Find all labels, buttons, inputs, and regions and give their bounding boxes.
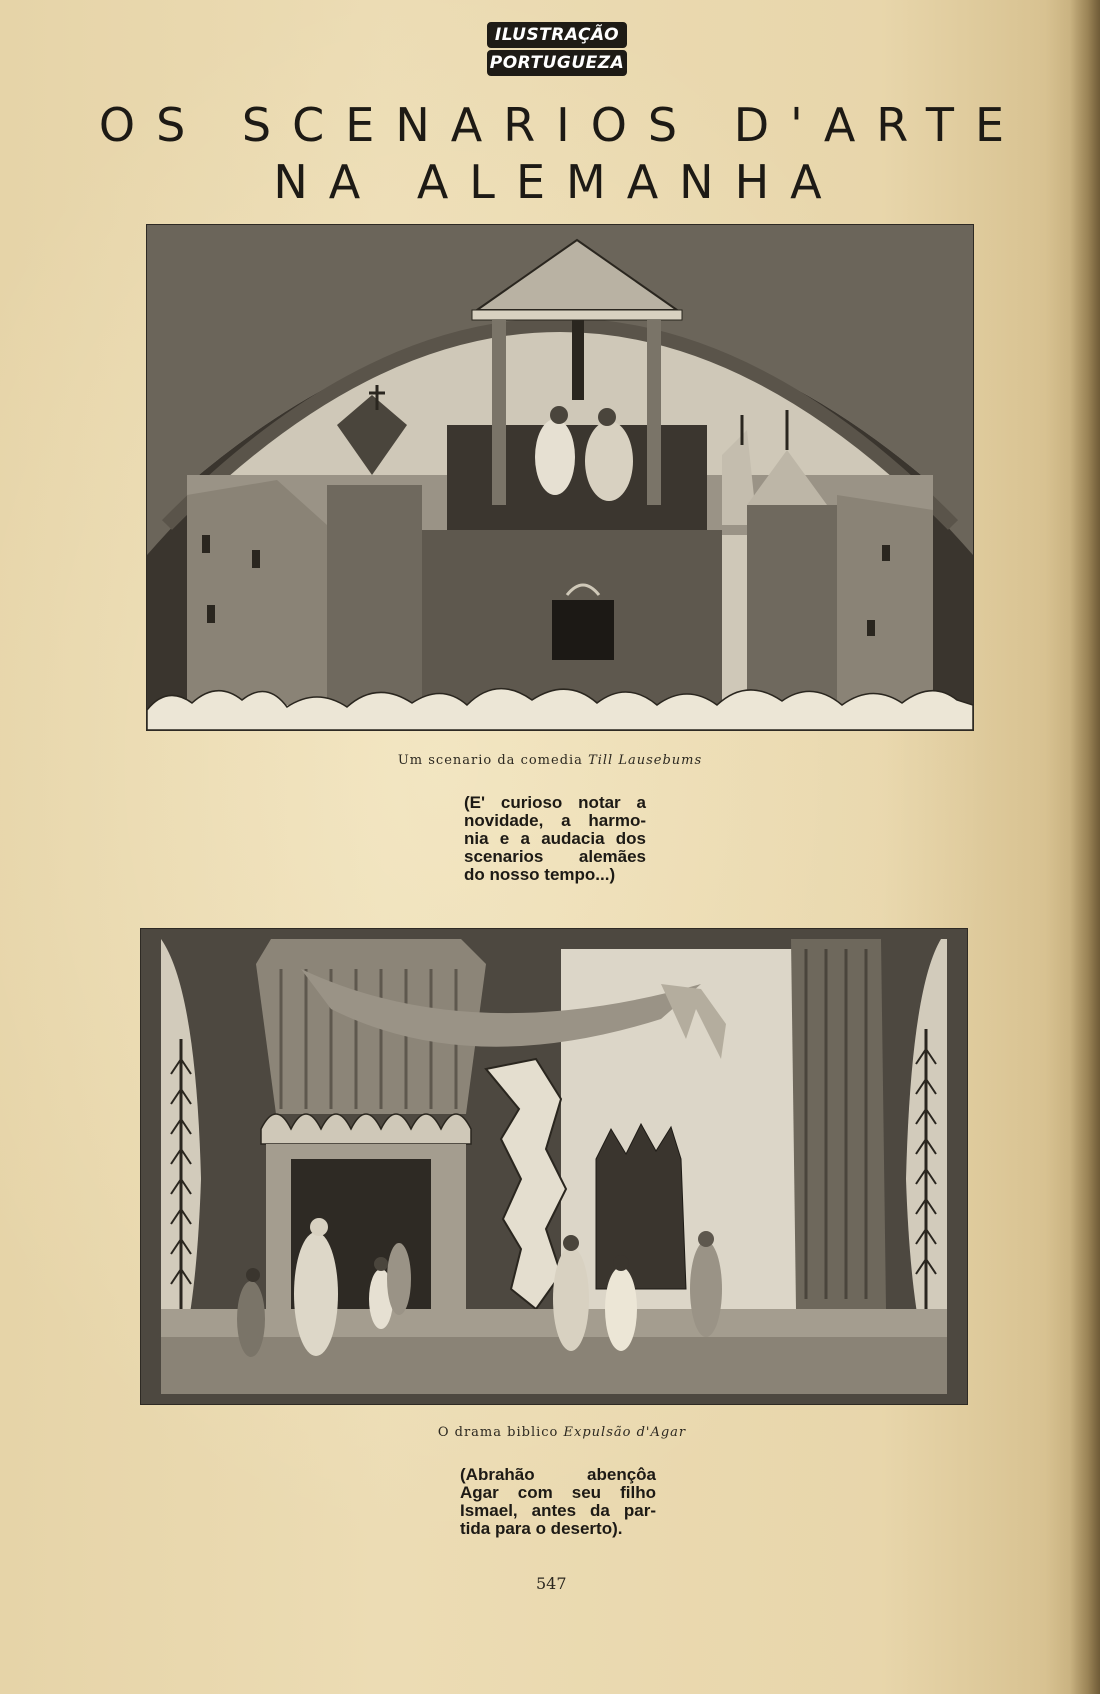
figure-1-note [464,794,646,884]
figure-1-caption-title: Till Lausebums [588,753,703,768]
figure-1-caption [0,753,1100,768]
figure-1-note-line: (E' curioso notar a [464,793,646,812]
page-number: 547 [536,1574,567,1593]
figure-2-note [460,1466,656,1538]
figure-2-note-line: Agar com seu filho [460,1483,656,1502]
figure-1-note-line: do nosso tempo...) [464,865,616,884]
figure-2-note-line: Ismael, antes da par- [460,1501,656,1520]
masthead-line-2: PORTUGUEZA [487,50,627,76]
figure-1-note-line: scenarios alemães [464,847,646,866]
figure-2-note-line: (Abrahão abençôa [460,1465,656,1484]
article-title-line-1: OS SCENARIOS D'ARTE [98,98,1026,152]
article-title-line-2: NA ALEMANHA [273,155,843,209]
figure-1-note-line: novidade, a harmo- [464,811,646,830]
masthead-line-1: ILUSTRAÇÃO [487,22,627,48]
figure-2-caption-prefix: O drama biblico [437,1425,564,1440]
stage-set-photo-1 [146,224,974,731]
figure-2-caption-title: Expulsão d'Agar [563,1425,687,1440]
figure-1-caption-prefix: Um scenario da comedia [397,753,589,768]
figure-2-caption [0,1425,1100,1440]
stage-set-photo-2 [140,928,968,1405]
masthead-logo [487,22,627,74]
figure-2-note-line: tida para o deserto). [460,1519,623,1538]
figure-1-note-line: nia e a audacia dos [464,829,646,848]
